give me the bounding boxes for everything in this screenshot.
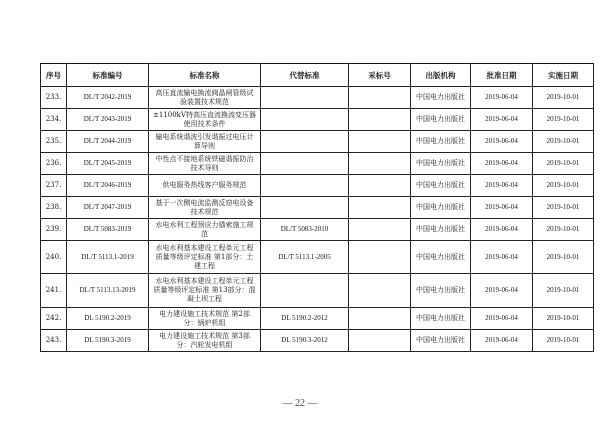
row-number: 242. xyxy=(41,308,67,330)
standard-name: 输电系统谐波引发谐振过电压计算导则 xyxy=(149,131,261,153)
adopted-standard xyxy=(349,308,411,330)
header-publisher: 出版机构 xyxy=(411,64,471,87)
effective-date: 2019-10-01 xyxy=(533,153,594,175)
effective-date: 2019-10-01 xyxy=(533,109,594,131)
row-number: 239. xyxy=(41,219,67,241)
replaced-standard xyxy=(261,175,349,197)
effective-date: 2019-10-01 xyxy=(533,241,594,274)
effective-date: 2019-10-01 xyxy=(533,131,594,153)
publisher: 中国电力出版社 xyxy=(411,131,471,153)
table-row xyxy=(41,153,594,175)
publisher: 中国电力出版社 xyxy=(411,219,471,241)
standard-code: DL/T 5083-2019 xyxy=(67,219,149,241)
table-row xyxy=(41,308,594,330)
row-number: 241. xyxy=(41,274,67,308)
row-number: 237. xyxy=(41,175,67,197)
table-row xyxy=(41,131,594,153)
table-header-row xyxy=(41,64,594,87)
publisher: 中国电力出版社 xyxy=(411,308,471,330)
approval-date: 2019-06-04 xyxy=(471,330,533,352)
row-number: 243. xyxy=(41,330,67,352)
effective-date: 2019-10-01 xyxy=(533,219,594,241)
table-row xyxy=(41,175,594,197)
standard-code: DL/T 2044-2019 xyxy=(67,131,149,153)
row-number: 238. xyxy=(41,197,67,219)
replaced-standard: DL 5190.2-2012 xyxy=(261,308,349,330)
adopted-standard xyxy=(349,87,411,109)
replaced-standard: DL/T 5113.1-2005 xyxy=(261,241,349,274)
effective-date: 2019-10-01 xyxy=(533,308,594,330)
standard-code: DL 5190.3-2019 xyxy=(67,330,149,352)
standard-code: DL/T 2046-2019 xyxy=(67,175,149,197)
header-effective-date: 实施日期 xyxy=(533,64,594,87)
standard-code: DL/T 5113.1-2019 xyxy=(67,241,149,274)
approval-date: 2019-06-04 xyxy=(471,109,533,131)
standard-name: 高压直流输电换流阀晶闸管级试验装置技术规范 xyxy=(149,87,261,109)
publisher: 中国电力出版社 xyxy=(411,109,471,131)
replaced-standard xyxy=(261,274,349,308)
publisher: 中国电力出版社 xyxy=(411,197,471,219)
effective-date: 2019-10-01 xyxy=(533,175,594,197)
adopted-standard xyxy=(349,274,411,308)
replaced-standard xyxy=(261,131,349,153)
table-row xyxy=(41,87,594,109)
adopted-standard xyxy=(349,241,411,274)
standards-table xyxy=(40,63,594,352)
header-code: 标准编号 xyxy=(67,64,149,87)
standard-code: DL/T 2047-2019 xyxy=(67,197,149,219)
standard-name: 中性点不接地系统铁磁谐振防治技术导则 xyxy=(149,153,261,175)
standard-name: 基于一次侧电流监测反窃电设备技术规范 xyxy=(149,197,261,219)
adopted-standard xyxy=(349,197,411,219)
replaced-standard xyxy=(261,109,349,131)
row-number: 236. xyxy=(41,153,67,175)
header-approve-date: 批准日期 xyxy=(471,64,533,87)
adopted-standard xyxy=(349,109,411,131)
adopted-standard xyxy=(349,131,411,153)
adopted-standard xyxy=(349,153,411,175)
standard-name: 电力建设施工技术规范 第3部分：汽轮发电机组 xyxy=(149,330,261,352)
approval-date: 2019-06-04 xyxy=(471,197,533,219)
standard-name: 水电水利工程预应力锚索施工规范 xyxy=(149,219,261,241)
adopted-standard xyxy=(349,219,411,241)
standard-name: 水电水利基本建设工程单元工程质量等级评定标准 第1部分：土建工程 xyxy=(149,241,261,274)
publisher: 中国电力出版社 xyxy=(411,87,471,109)
publisher: 中国电力出版社 xyxy=(411,241,471,274)
approval-date: 2019-06-04 xyxy=(471,87,533,109)
table-row xyxy=(41,241,594,274)
replaced-standard xyxy=(261,153,349,175)
replaced-standard: DL/T 5083-2010 xyxy=(261,219,349,241)
standard-code: DL/T 2045-2019 xyxy=(67,153,149,175)
page-number: — 22 — xyxy=(282,398,318,409)
publisher: 中国电力出版社 xyxy=(411,330,471,352)
row-number: 240. xyxy=(41,241,67,274)
adopted-standard xyxy=(349,175,411,197)
approval-date: 2019-06-04 xyxy=(471,175,533,197)
row-number: 233. xyxy=(41,87,67,109)
approval-date: 2019-06-04 xyxy=(471,241,533,274)
standard-name: ±1100kV特高压直流换流变压器使用技术条件 xyxy=(149,109,261,131)
row-number: 234. xyxy=(41,109,67,131)
publisher: 中国电力出版社 xyxy=(411,153,471,175)
header-replaces: 代替标准 xyxy=(261,64,349,87)
row-number: 235. xyxy=(41,131,67,153)
standard-code: DL 5190.2-2019 xyxy=(67,308,149,330)
approval-date: 2019-06-04 xyxy=(471,131,533,153)
standard-name: 电力建设施工技术规范 第2部分：锅炉机组 xyxy=(149,308,261,330)
effective-date: 2019-10-01 xyxy=(533,330,594,352)
table-row xyxy=(41,197,594,219)
standard-code: DL/T 5113.13-2019 xyxy=(67,274,149,308)
table-row xyxy=(41,109,594,131)
replaced-standard xyxy=(261,197,349,219)
effective-date: 2019-10-01 xyxy=(533,197,594,219)
publisher: 中国电力出版社 xyxy=(411,175,471,197)
publisher: 中国电力出版社 xyxy=(411,274,471,308)
replaced-standard: DL 5190.3-2012 xyxy=(261,330,349,352)
table-row xyxy=(41,219,594,241)
header-adopt: 采标号 xyxy=(349,64,411,87)
replaced-standard xyxy=(261,87,349,109)
effective-date: 2019-10-01 xyxy=(533,87,594,109)
table-row xyxy=(41,274,594,308)
standard-name: 供电服务热线客户服务规范 xyxy=(149,175,261,197)
effective-date: 2019-10-01 xyxy=(533,274,594,308)
table-body xyxy=(41,87,594,352)
approval-date: 2019-06-04 xyxy=(471,308,533,330)
standard-code: DL/T 2042-2019 xyxy=(67,87,149,109)
standard-code: DL/T 2043-2019 xyxy=(67,109,149,131)
adopted-standard xyxy=(349,330,411,352)
standard-name: 水电水利基本建设工程单元工程质量等级评定标准 第13部分：混凝土坝工程 xyxy=(149,274,261,308)
header-no: 序号 xyxy=(41,64,67,87)
approval-date: 2019-06-04 xyxy=(471,274,533,308)
table-row xyxy=(41,330,594,352)
approval-date: 2019-06-04 xyxy=(471,219,533,241)
approval-date: 2019-06-04 xyxy=(471,153,533,175)
header-name: 标准名称 xyxy=(149,64,261,87)
